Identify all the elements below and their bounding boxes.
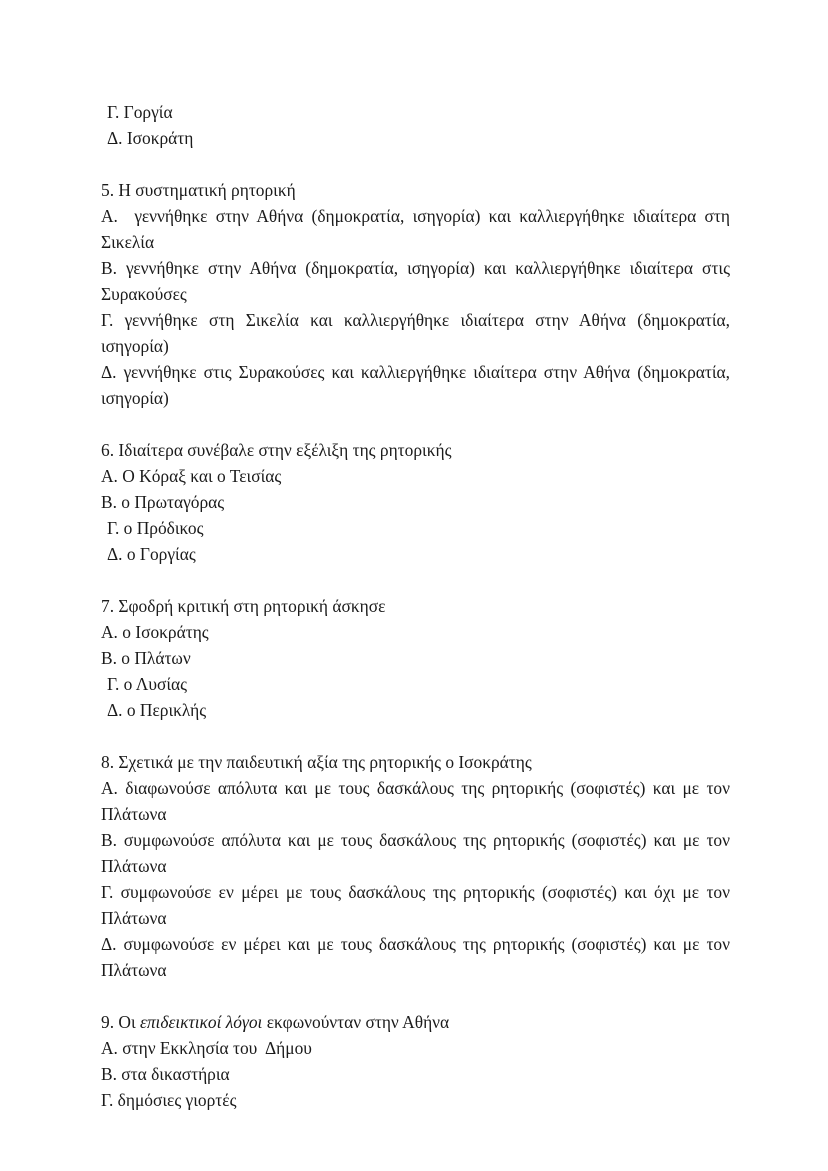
question-9-stem-emphasis: επιδεικτικοί λόγοι bbox=[139, 1012, 263, 1032]
question-9-stem-after: εκφωνούνταν στην Αθήνα bbox=[262, 1012, 450, 1032]
question-6-option-c: Γ. ο Πρόδικος bbox=[107, 518, 204, 538]
question-6-option-a: Α. Ο Κόραξ και ο Τεισίας bbox=[101, 466, 282, 486]
question-5-option-a: Α. γεννήθηκε στην Αθήνα (δημοκρατία, ισηγορία) και καλλιεργήθηκε ιδιαίτερα στη Σικελία bbox=[101, 206, 735, 252]
question-stem-5: 5. Η συστηματική ρητορική bbox=[101, 180, 296, 200]
paragraph-spacer bbox=[101, 983, 730, 1009]
paragraph-spacer bbox=[101, 151, 730, 177]
question-stem-6: 6. Ιδιαίτερα συνέβαλε στην εξέλιξη της ρητορικής bbox=[101, 440, 452, 460]
question-7-option-a: Α. ο Ισοκράτης bbox=[101, 622, 209, 642]
question-7-option-b: Β. ο Πλάτων bbox=[101, 648, 191, 668]
question-9-option-b: Β. στα δικαστήρια bbox=[101, 1064, 230, 1084]
paragraph-spacer bbox=[101, 567, 730, 593]
question-8-option-a: Α. διαφωνούσε απόλυτα και με τους δασκάλους της ρητορικής (σοφιστές) και με τον Πλάτωνα bbox=[101, 778, 735, 824]
list-item: Γ. Γοργία bbox=[107, 102, 173, 122]
list-item: Δ. Ισοκράτη bbox=[107, 128, 194, 148]
question-9-option-a: Α. στην Εκκλησία του Δήμου bbox=[101, 1038, 312, 1058]
question-9-stem-before: 9. Οι bbox=[101, 1012, 140, 1032]
question-stem-8: 8. Σχετικά με την παιδευτική αξία της ρητορικής ο Ισοκράτης bbox=[101, 752, 532, 772]
question-5-option-c: Γ. γεννήθηκε στη Σικελία και καλλιεργήθηκε ιδιαίτερα στην Αθήνα (δημοκρατία, ισηγορία) bbox=[101, 310, 735, 356]
question-5-option-b: Β. γεννήθηκε στην Αθήνα (δημοκρατία, ισηγορία) και καλλιεργήθηκε ιδιαίτερα στις Συρακούσες bbox=[101, 258, 735, 304]
paragraph-spacer bbox=[101, 411, 730, 437]
question-stem-9 bbox=[101, 1009, 730, 1035]
question-stem-7: 7. Σφοδρή κριτική στη ρητορική άσκησε bbox=[101, 596, 386, 616]
document-text-column bbox=[101, 99, 735, 1113]
question-9-option-c: Γ. δημόσιες γιορτές bbox=[101, 1090, 237, 1110]
question-8-option-b: Β. συμφωνούσε απόλυτα και με τους δασκάλους της ρητορικής (σοφιστές) και με τον Πλάτωνα bbox=[101, 830, 735, 876]
paragraph-spacer bbox=[101, 723, 730, 749]
question-7-option-d: Δ. ο Περικλής bbox=[107, 700, 207, 720]
question-7-option-c: Γ. ο Λυσίας bbox=[107, 674, 188, 694]
question-8-option-c: Γ. συμφωνούσε εν μέρει με τους δασκάλους της ρητορικής (σοφιστές) και όχι με τον Πλάτωνα bbox=[101, 882, 735, 928]
question-6-option-b: Β. ο Πρωταγόρας bbox=[101, 492, 225, 512]
question-5-option-d: Δ. γεννήθηκε στις Συρακούσες και καλλιεργήθηκε ιδιαίτερα στην Αθήνα (δημοκρατία, ισηγορία) bbox=[101, 362, 735, 408]
question-8-option-d: Δ. συμφωνούσε εν μέρει και με τους δασκάλους της ρητορικής (σοφιστές) και με τον Πλάτωνα bbox=[101, 934, 735, 980]
question-6-option-d: Δ. ο Γοργίας bbox=[107, 544, 196, 564]
